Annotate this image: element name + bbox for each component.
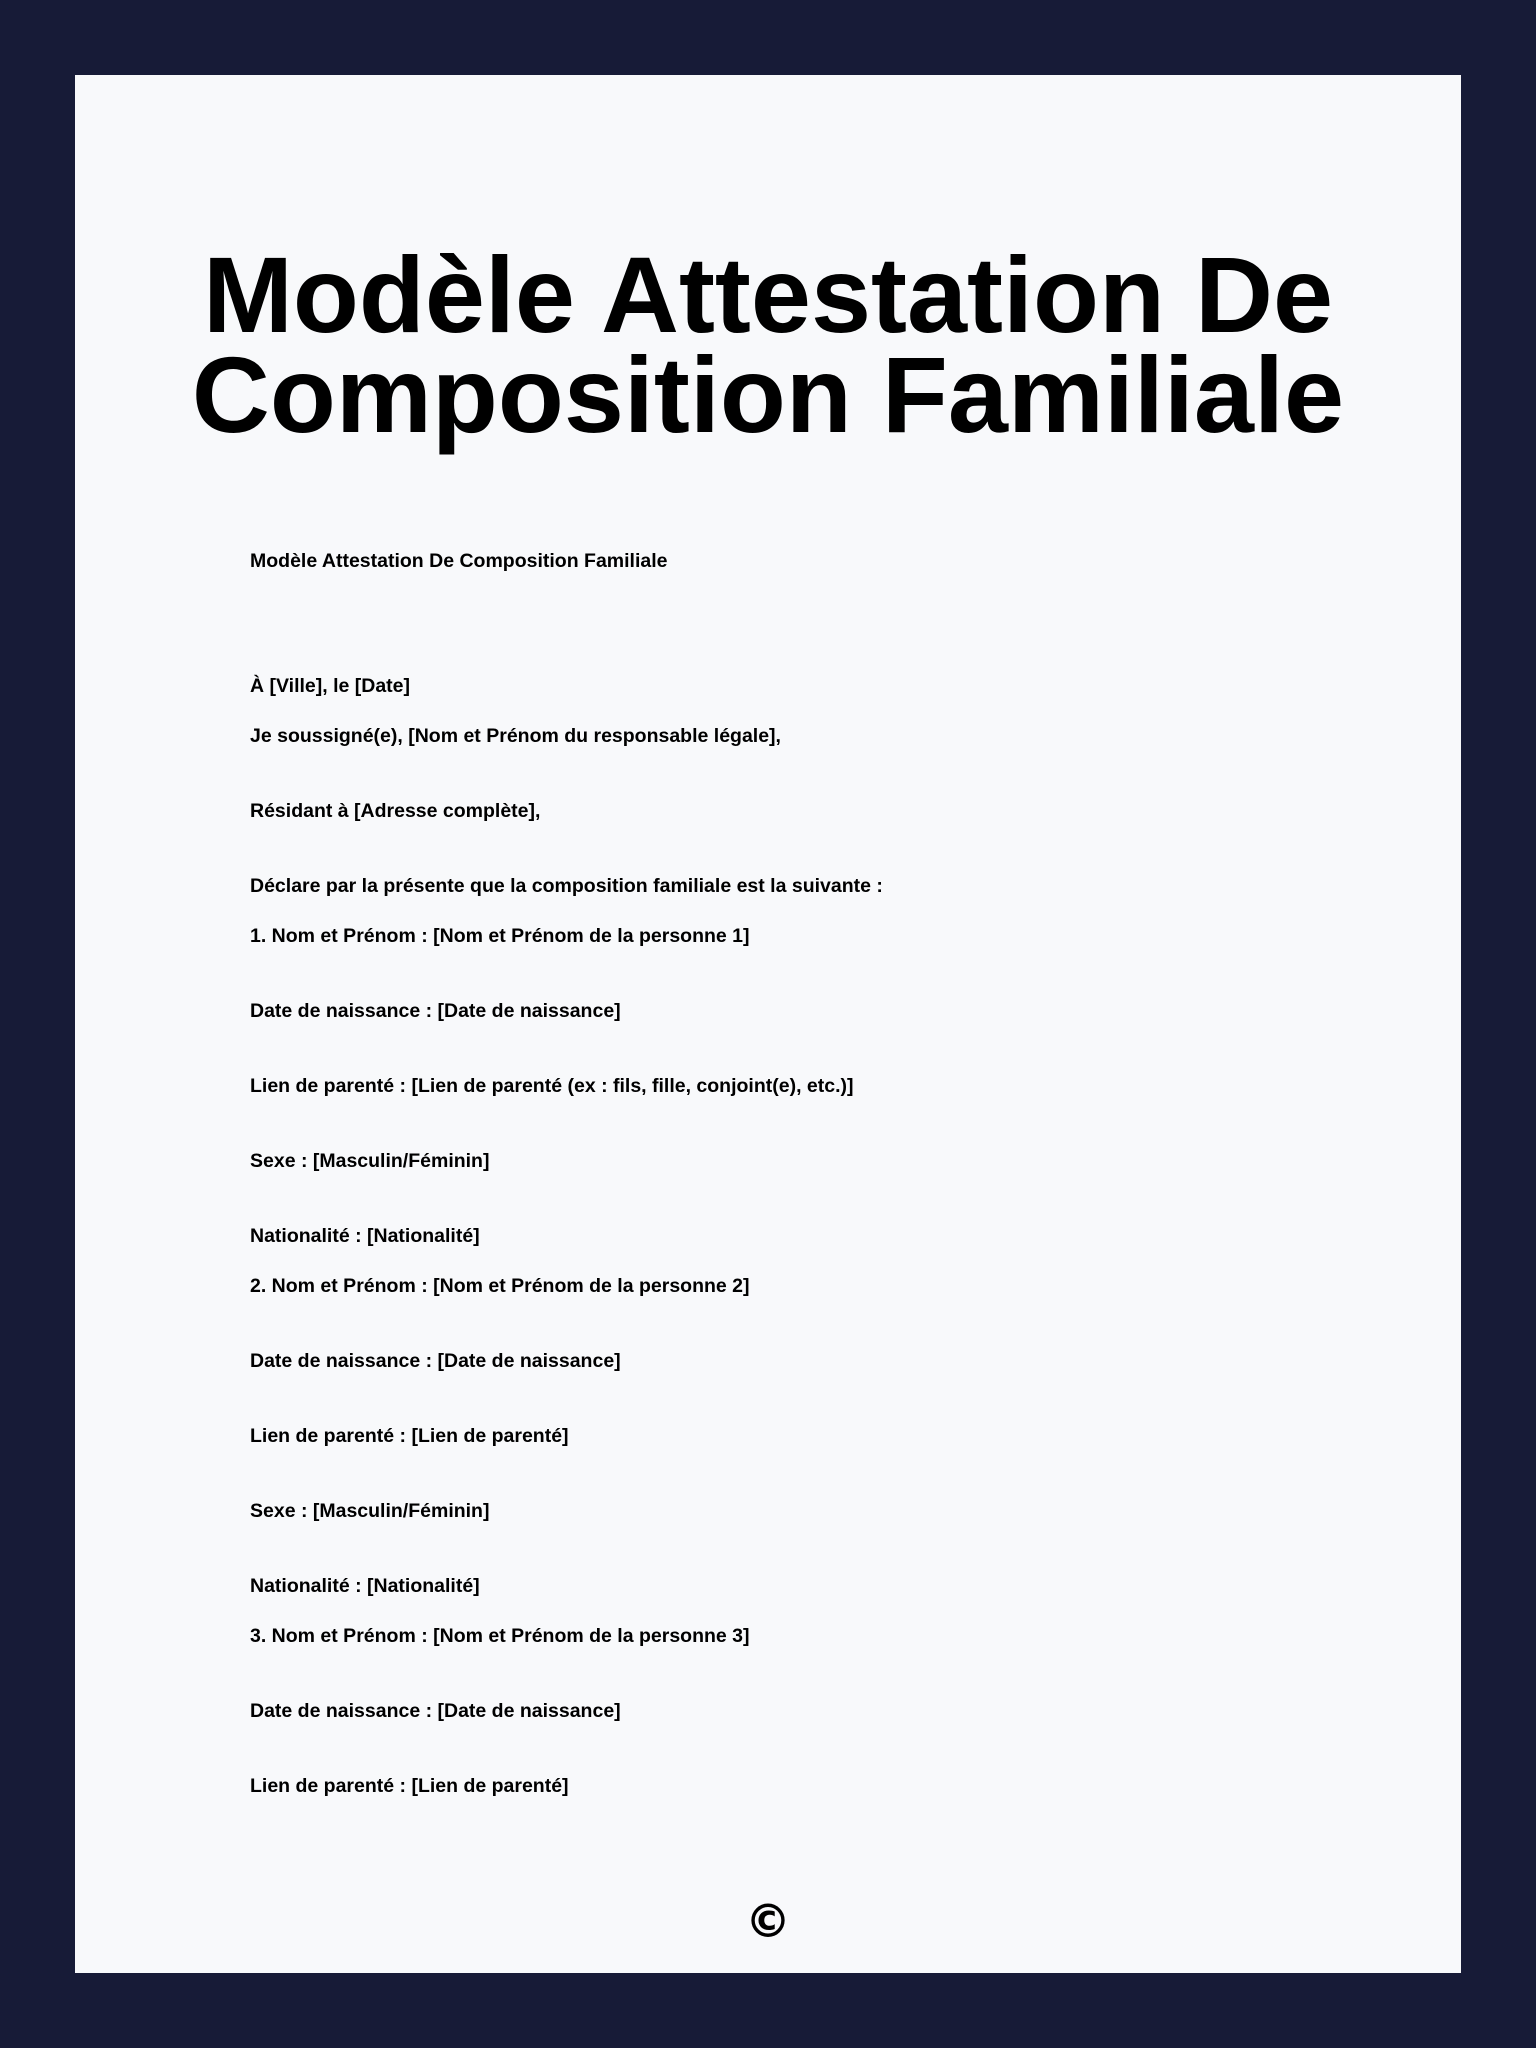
person-2-birthdate-line: Date de naissance : [Date de naissance] (250, 1350, 621, 1372)
person-2-sex-line: Sexe : [Masculin/Féminin] (250, 1500, 490, 1522)
address-line: Résidant à [Adresse complète], (250, 800, 541, 822)
declaration-line: Déclare par la présente que la composition familiale est la suivante : (250, 875, 883, 897)
person-2-relationship-line: Lien de parenté : [Lien de parenté] (250, 1425, 569, 1447)
person-1-nationality-line: Nationalité : [Nationalité] (250, 1225, 480, 1247)
person-3-birthdate-line: Date de naissance : [Date de naissance] (250, 1700, 621, 1722)
person-1-sex-line: Sexe : [Masculin/Féminin] (250, 1150, 490, 1172)
undersigned-line: Je soussigné(e), [Nom et Prénom du responsable légale], (250, 725, 781, 747)
person-1-birthdate-line: Date de naissance : [Date de naissance] (250, 1000, 621, 1022)
person-1-name-line: 1. Nom et Prénom : [Nom et Prénom de la personne 1] (250, 925, 750, 947)
document-title: Modèle Attestation De Composition Familiale (191, 234, 1345, 455)
person-2-nationality-line: Nationalité : [Nationalité] (250, 1575, 480, 1597)
person-2-name-line: 2. Nom et Prénom : [Nom et Prénom de la personne 2] (250, 1275, 750, 1297)
copyright-icon: © (745, 1894, 791, 1948)
person-3-relationship-line: Lien de parenté : [Lien de parenté] (250, 1775, 569, 1797)
person-3-name-line: 3. Nom et Prénom : [Nom et Prénom de la personne 3] (250, 1625, 750, 1647)
person-1-relationship-line: Lien de parenté : [Lien de parenté (ex : fils, fille, conjoint(e), etc.)] (250, 1075, 854, 1097)
document-page (75, 75, 1461, 1973)
document-subtitle: Modèle Attestation De Composition Familiale (250, 550, 668, 572)
place-date-line: À [Ville], le [Date] (250, 675, 411, 697)
